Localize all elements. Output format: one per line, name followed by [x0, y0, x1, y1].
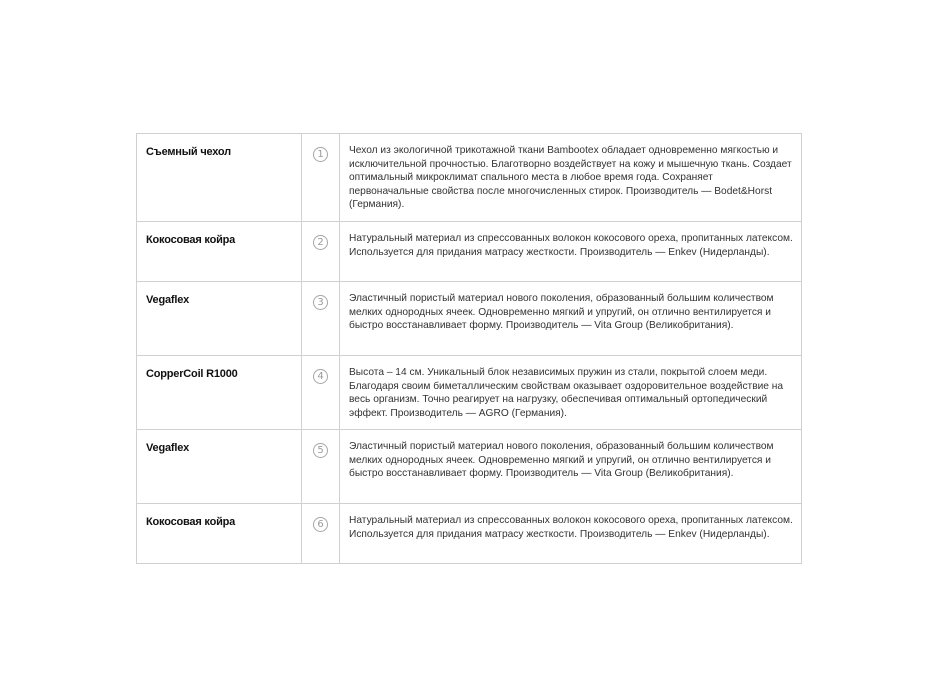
table-row — [137, 282, 802, 356]
table-row — [137, 430, 802, 504]
layer-number-badge: 3 — [313, 295, 328, 310]
layer-name: Кокосовая койра — [137, 222, 302, 282]
layer-name: CopperCoil R1000 — [137, 356, 302, 430]
layer-name: Vegaflex — [137, 282, 302, 356]
table-row — [137, 222, 802, 282]
layer-number-badge: 5 — [313, 443, 328, 458]
layer-name: Vegaflex — [137, 430, 302, 504]
layer-number-badge: 2 — [313, 235, 328, 250]
layer-description: Чехол из экологичной трикотажной ткани Bambootex обладает одновременно мягкостью и исключительной прочностью. Благотворно воздействует на кожу и мышечную ткань. Создает оптимальный микроклимат спального места в любое время года. Сохраняет первоначальные свойства после многочисленных стирок. Производитель — Bodet&Horst (Германия). — [340, 134, 802, 222]
layer-name: Съемный чехол — [137, 134, 302, 222]
table-row — [137, 504, 802, 564]
layer-description: Эластичный пористый материал нового поколения, образованный большим количеством мелких однородных ячеек. Одновременно мягкий и упругий, он отлично вентилируется и быстро восстанавливает форму. Производитель — Vita Group (Великобритания). — [340, 430, 802, 504]
mattress-layers-table — [136, 133, 802, 564]
layer-description: Эластичный пористый материал нового поколения, образованный большим количеством мелких однородных ячеек. Одновременно мягкий и упругий, он отлично вентилируется и быстро восстанавливает форму. Производитель — Vita Group (Великобритания). — [340, 282, 802, 356]
layer-number-badge: 6 — [313, 517, 328, 532]
table-row — [137, 356, 802, 430]
layer-name: Кокосовая койра — [137, 504, 302, 564]
layer-number-badge: 4 — [313, 369, 328, 384]
layer-description: Натуральный материал из спрессованных волокон кокосового ореха, пропитанных латексом. Используется для придания матрасу жесткости. Производитель — Enkev (Нидерланды). — [340, 504, 802, 564]
layer-number-badge: 1 — [313, 147, 328, 162]
layer-description: Натуральный материал из спрессованных волокон кокосового ореха, пропитанных латексом. Используется для придания матрасу жесткости. Производитель — Enkev (Нидерланды). — [340, 222, 802, 282]
layer-description: Высота – 14 см. Уникальный блок независимых пружин из стали, покрытой слоем меди. Благодаря своим биметаллическим свойствам оказывает оздоровительное воздействие на весь организм. Точно реагирует на нагрузку, обеспечивая оптимальный ортопедический эффект. Производитель — AGRO (Германия). — [340, 356, 802, 430]
table-row — [137, 134, 802, 222]
